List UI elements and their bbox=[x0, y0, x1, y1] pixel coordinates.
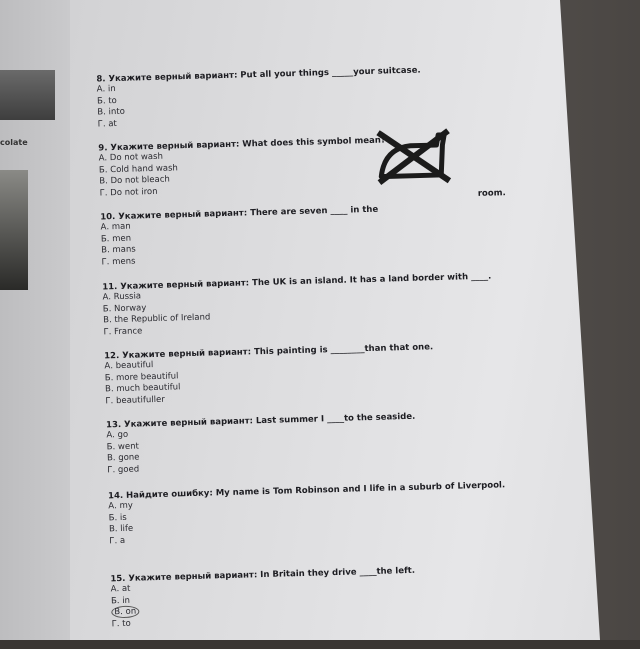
question-10-trailing-word: room. bbox=[477, 188, 506, 199]
option[interactable]: Б. Norway bbox=[102, 302, 147, 314]
question-title: 8. Укажите верный вариант: Put all your things _____your suitcase. bbox=[96, 65, 421, 85]
option[interactable]: Б. Cold hand wash bbox=[98, 162, 178, 175]
option[interactable]: Б. men bbox=[100, 233, 132, 244]
option[interactable]: А. beautiful bbox=[104, 360, 154, 372]
option[interactable]: Г. mens bbox=[101, 256, 136, 267]
question-10 bbox=[100, 205, 379, 269]
question-title: 10. Укажите верный вариант: There are seven ____ in the bbox=[100, 204, 379, 223]
option[interactable]: Г. a bbox=[109, 535, 126, 546]
question-14 bbox=[108, 480, 507, 547]
question-11 bbox=[102, 272, 493, 339]
option[interactable]: Г. France bbox=[103, 325, 143, 337]
question-8 bbox=[96, 65, 422, 130]
option[interactable]: Г. at bbox=[97, 118, 117, 130]
option[interactable]: В. the Republic of Ireland bbox=[103, 312, 211, 326]
question-title: 14. Найдите ошибку: My name is Tom Robinson and I life in a suburb of Liverpool. bbox=[107, 480, 506, 502]
option[interactable]: Г. beautifuller bbox=[105, 394, 165, 406]
do-not-iron-icon bbox=[372, 125, 456, 189]
option[interactable]: А. in bbox=[96, 83, 116, 95]
question-title: 12. Укажите верный вариант: This painting is ________than that one. bbox=[104, 342, 434, 362]
option[interactable]: В. Do not bleach bbox=[99, 174, 170, 187]
question-title: 11. Укажите верный вариант: The UK is an island. It has a land border with ____. bbox=[102, 271, 492, 293]
adjacent-page-label: colate bbox=[0, 138, 28, 147]
option[interactable]: Г. goed bbox=[107, 463, 140, 475]
option[interactable]: А. man bbox=[100, 221, 131, 233]
question-12 bbox=[104, 342, 435, 407]
option[interactable]: В. life bbox=[108, 523, 134, 535]
question-title: 13. Укажите верный вариант: Last summer I ____to the seaside. bbox=[105, 411, 416, 431]
option[interactable]: В. much beautiful bbox=[104, 382, 181, 395]
option[interactable]: Г. Do not iron bbox=[99, 186, 158, 198]
option[interactable]: В. into bbox=[97, 106, 126, 118]
question-15 bbox=[110, 566, 416, 630]
option[interactable]: А. Russia bbox=[102, 291, 142, 303]
option[interactable]: А. Do not wash bbox=[98, 151, 164, 164]
option[interactable]: Г. to bbox=[111, 618, 131, 629]
option[interactable]: А. at bbox=[110, 583, 131, 595]
option[interactable]: Б. to bbox=[96, 95, 117, 107]
question-9 bbox=[98, 135, 387, 199]
question-title: 9. Укажите верный вариант: What does this symbol mean? bbox=[98, 135, 386, 154]
option[interactable]: А. go bbox=[106, 429, 129, 441]
option[interactable]: Б. more beautiful bbox=[104, 370, 179, 383]
question-title: 15. Укажите верный вариант: In Britain they drive ____the left. bbox=[110, 565, 416, 585]
option[interactable]: Б. is bbox=[108, 512, 127, 523]
option[interactable]: В. mans bbox=[101, 244, 136, 256]
question-13 bbox=[106, 412, 417, 477]
circled-answer-mark: В. on bbox=[111, 606, 139, 619]
option[interactable]: Б. went bbox=[106, 440, 139, 452]
option[interactable]: Б. in bbox=[110, 595, 131, 606]
option[interactable]: А. my bbox=[108, 500, 134, 512]
option[interactable]: В. gone bbox=[106, 452, 140, 464]
